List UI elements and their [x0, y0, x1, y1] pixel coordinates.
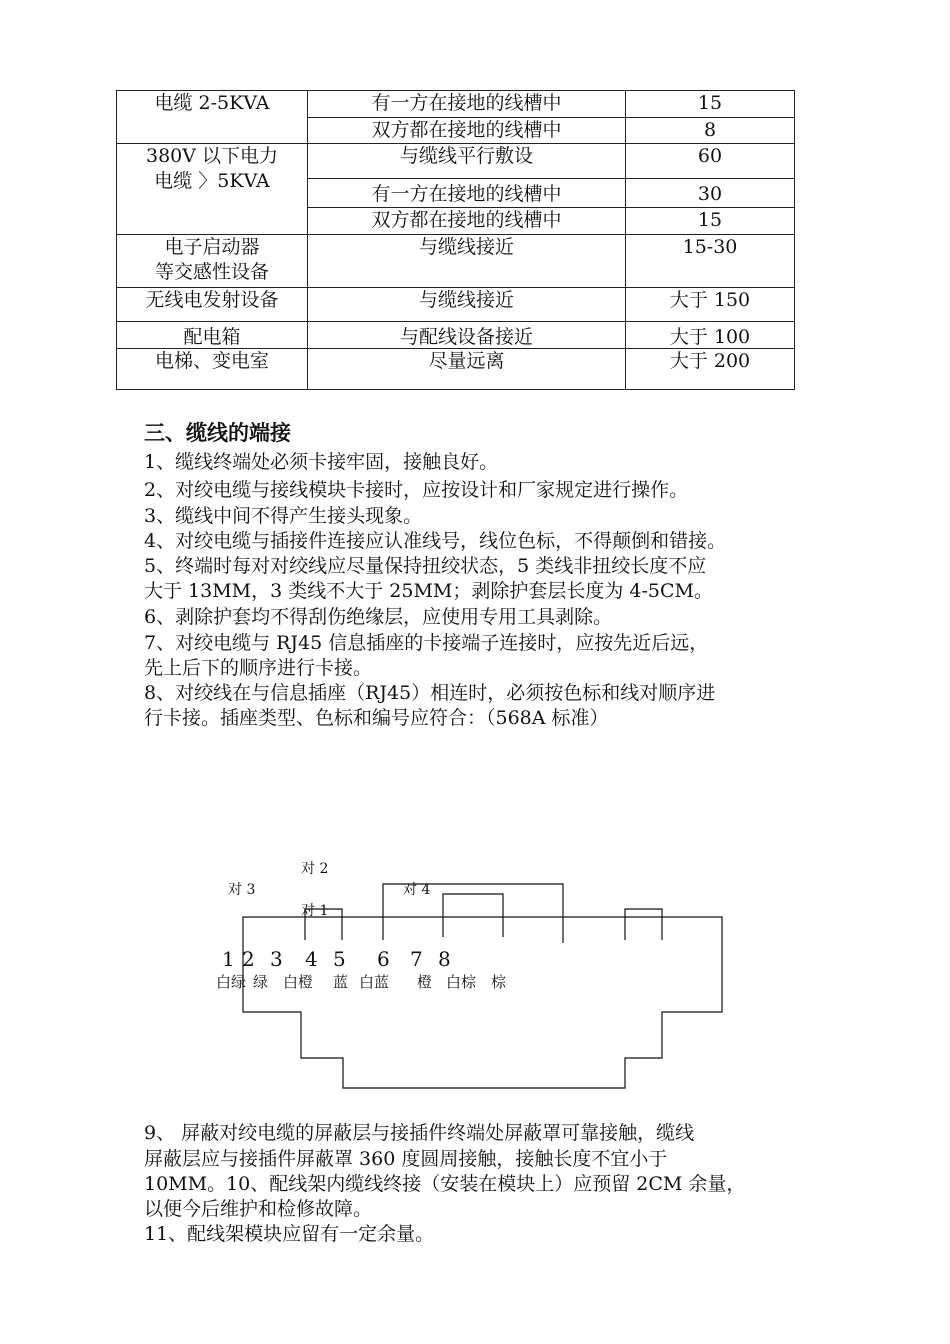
rj45-wiring-diagram: [0, 850, 950, 1100]
table-cell-distance: 60: [626, 144, 795, 179]
separation-distance-table: [116, 90, 795, 390]
table-cell-distance: 30: [626, 179, 795, 208]
paragraph-line: 行卡接。插座类型、色标和编号应符合：（568A 标准）: [144, 707, 609, 729]
section-heading: 三、缆线的端接: [144, 421, 291, 445]
wire-color-label: 棕: [491, 973, 507, 991]
table-cell-distance: 15: [626, 208, 795, 235]
wire-color-label: 橙: [417, 973, 433, 991]
table-cell-source: 无线电发射设备: [117, 288, 308, 322]
table-cell-condition: 与缆线接近: [308, 288, 626, 322]
pin-number: 5: [333, 947, 346, 971]
wire-color-label: 白蓝: [359, 973, 390, 991]
pin-number: 8: [438, 947, 451, 971]
pin-number: 2: [242, 947, 255, 971]
paragraph-line: 9、 屏蔽对绞电缆的屏蔽层与接插件终端处屏蔽罩可靠接触，缆线: [144, 1122, 695, 1144]
table-cell-distance: 大于 100: [626, 322, 795, 349]
paragraph-line: 2、对绞电缆与接线模块卡接时，应按设计和厂家规定进行操作。: [144, 479, 689, 501]
table-cell-source: 380V 以下电力 电缆 〉5KVA: [117, 144, 308, 235]
pair-3-bracket: [443, 894, 503, 937]
paragraph-line: 屏蔽层应与接插件屏蔽罩 360 度圆周接触，接触长度不宜小于: [144, 1148, 668, 1170]
pair-label: 对 3: [228, 882, 256, 898]
pair-label: 对 4: [403, 882, 431, 898]
wire-color-label: 白绿: [216, 973, 247, 991]
wire-color-label: 白棕: [446, 973, 477, 991]
table-cell-distance: 15-30: [626, 235, 795, 288]
paragraph-line: 8、对绞线在与信息插座（RJ45）相连时，必须按色标和线对顺序进: [144, 682, 716, 704]
paragraph-line: 大于 13MM，3 类线不大于 25MM；剥除护套层长度为 4-5CM。: [144, 580, 714, 602]
table-cell-condition: 与缆线接近: [308, 235, 626, 288]
table-cell-source: 电子启动器 等交感性设备: [117, 235, 308, 288]
paragraph-line: 10MM。10、配线架内缆线终接（安装在模块上）应预留 2CM 余量，: [144, 1173, 746, 1195]
table-cell-distance: 8: [626, 118, 795, 144]
pair-label: 对 2: [301, 861, 329, 877]
table-cell-distance: 15: [626, 91, 795, 118]
table-cell-condition: 与配线设备接近: [308, 322, 626, 349]
table-cell-condition: 与缆线平行敷设: [308, 144, 626, 179]
table-cell-condition: 双方都在接地的线槽中: [308, 208, 626, 235]
pin-number: 4: [305, 947, 318, 971]
table-cell-source: 电梯、变电室: [117, 349, 308, 390]
table-cell-distance: 大于 150: [626, 288, 795, 322]
table-cell-source: 配电箱: [117, 322, 308, 349]
wire-color-label: 绿: [253, 973, 269, 991]
table-cell-condition: 有一方在接地的线槽中: [308, 179, 626, 208]
paragraph-line: 1、缆线终端处必须卡接牢固，接触良好。: [144, 451, 499, 473]
table-cell-source: 电缆 2-5KVA: [117, 91, 308, 144]
paragraph-line: 5、终端时每对对绞线应尽量保持扭绞状态，5 类线非扭绞长度不应: [144, 555, 707, 577]
pair-shield-bracket: [625, 909, 662, 940]
wire-color-label: 蓝: [333, 973, 349, 991]
pair-label: 对 1: [301, 903, 329, 919]
table-cell-distance: 大于 200: [626, 349, 795, 390]
paragraph-line: 先上后下的顺序进行卡接。: [144, 657, 373, 679]
paragraph-line: 6、剥除护套均不得刮伤绝缘层，应使用专用工具剥除。: [144, 606, 613, 628]
paragraph-line: 3、缆线中间不得产生接头现象。: [144, 505, 423, 527]
wire-color-label: 白橙: [283, 973, 314, 991]
paragraph-line: 11、配线架模块应留有一定余量。: [144, 1223, 435, 1245]
paragraph-line: 7、对绞电缆与 RJ45 信息插座的卡接端子连接时，应按先近后远，: [144, 632, 709, 654]
table-cell-condition: 尽量远离: [308, 349, 626, 390]
pin-number: 7: [410, 947, 423, 971]
table-cell-condition: 双方都在接地的线槽中: [308, 118, 626, 144]
rj45-socket-outline: [243, 917, 722, 1088]
pin-number: 6: [377, 947, 390, 971]
paragraph-line: 以便今后维护和检修故障。: [144, 1198, 373, 1220]
pin-number: 3: [270, 947, 283, 971]
paragraph-line: 4、对绞电缆与插接件连接应认准线号，线位色标，不得颠倒和错接。: [144, 530, 727, 552]
table-cell-condition: 有一方在接地的线槽中: [308, 91, 626, 118]
pin-number: 1: [222, 947, 235, 971]
